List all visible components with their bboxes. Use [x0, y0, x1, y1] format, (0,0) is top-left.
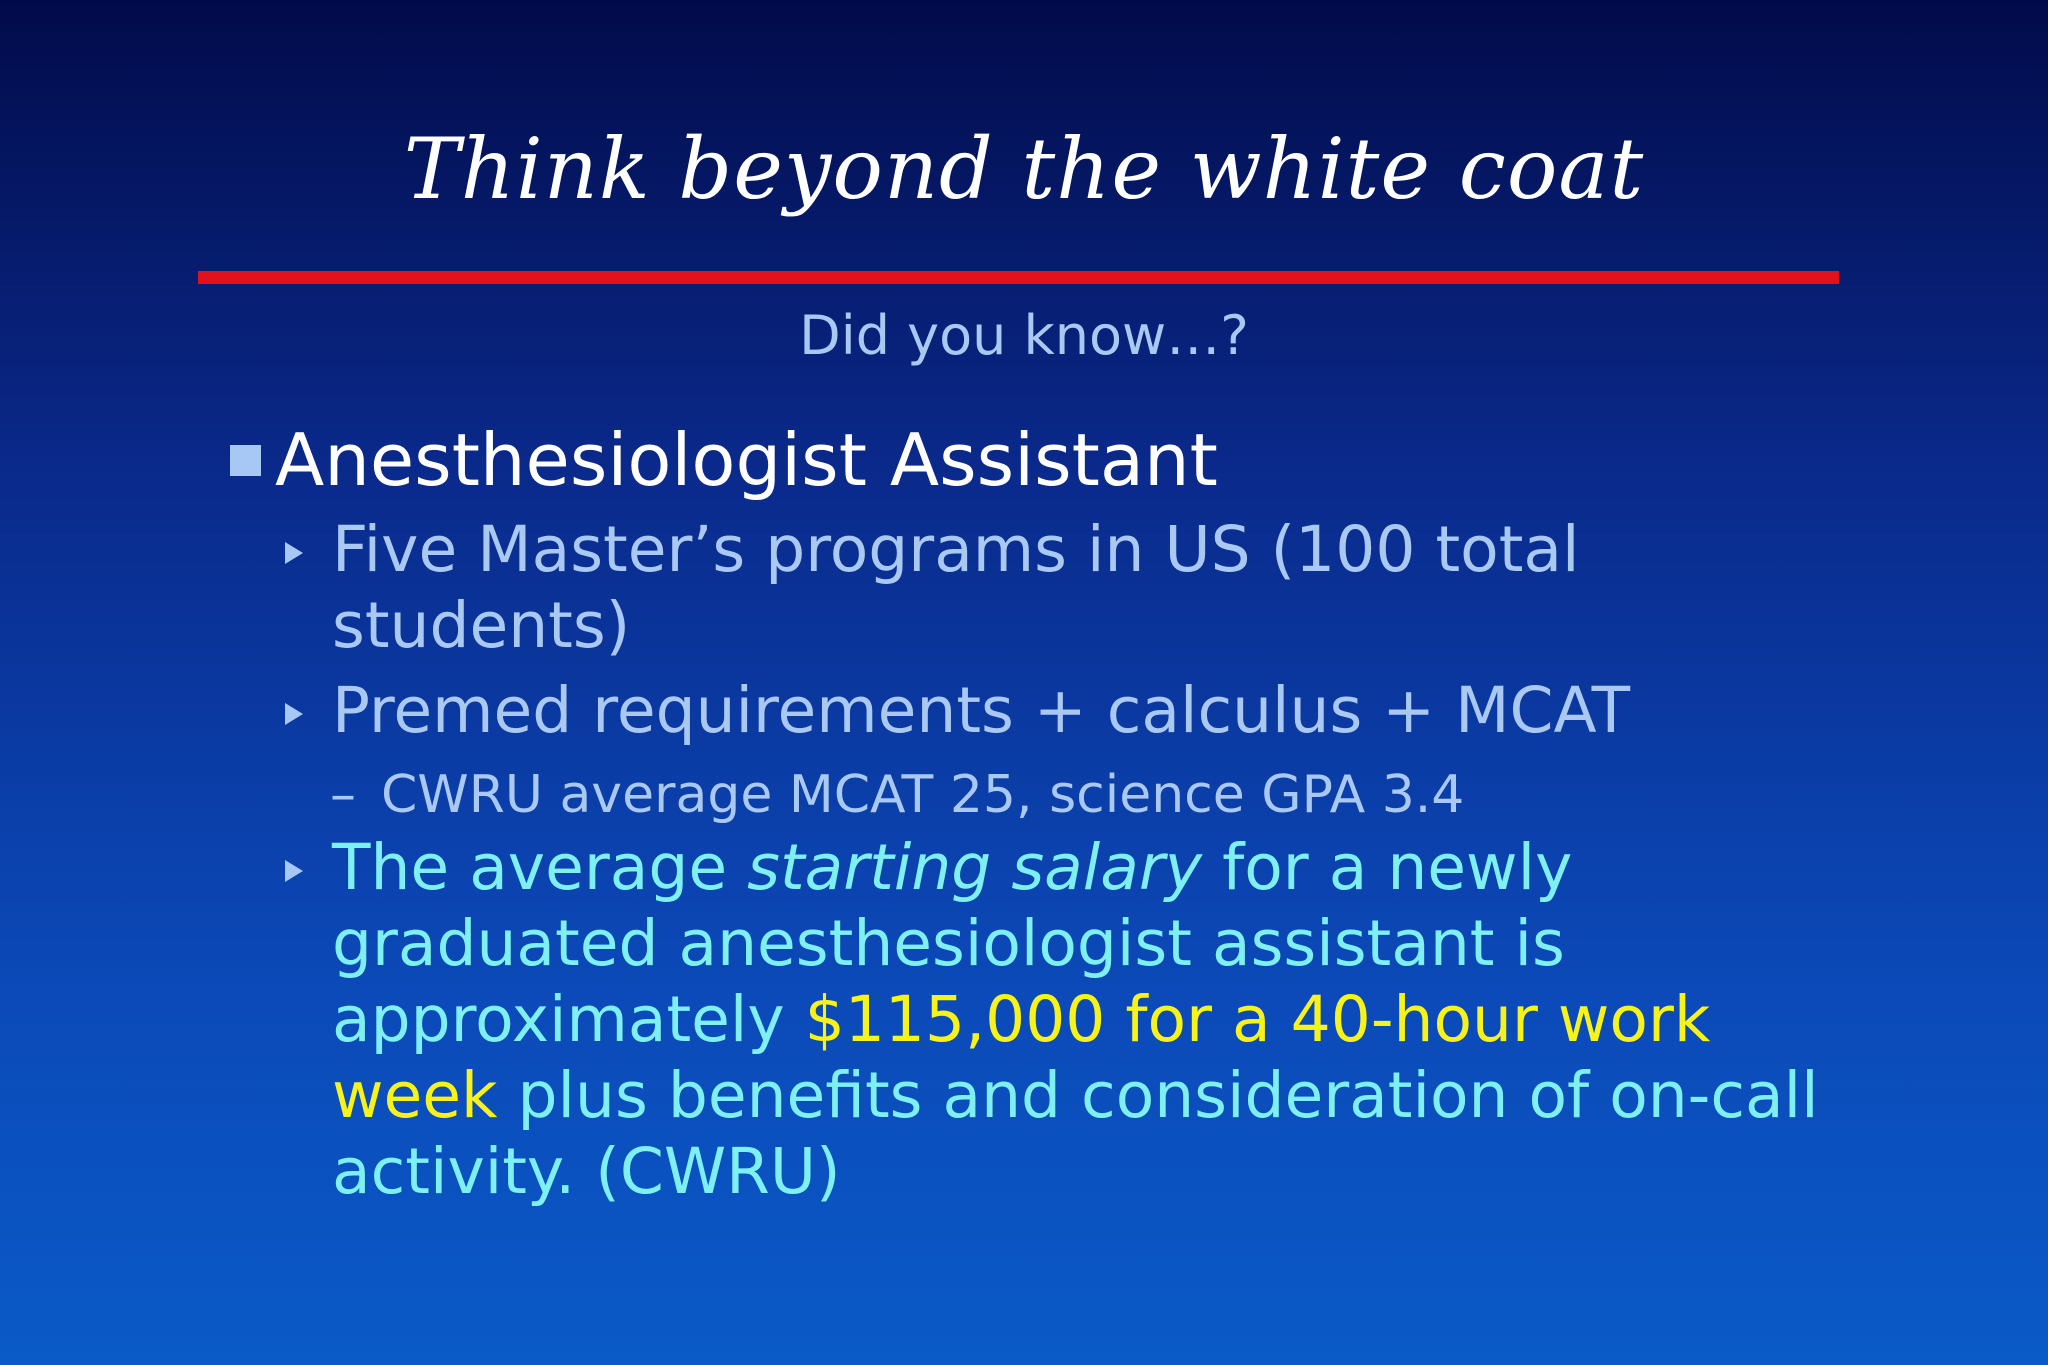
salary-line-4: [332, 1058, 1819, 1134]
sub-bullet-line: Five Master’s programs in US (100 total: [332, 513, 1580, 586]
dash-item-text: CWRU average MCAT 25, science GPA 3.4: [381, 765, 1465, 825]
square-bullet-icon: [230, 445, 261, 476]
salary-highlight: $115,000 for a 40-hour work: [804, 983, 1711, 1056]
salary-text: [332, 830, 1819, 1210]
salary-line-5: activity. (CWRU): [332, 1135, 841, 1208]
salary-text-part: The average: [332, 831, 748, 904]
sub-bullet-requirements: [285, 673, 1630, 749]
main-bullet-text: Anesthesiologist Assistant: [275, 418, 1218, 502]
sub-bullet-salary: [285, 830, 1819, 1210]
dash-item: [330, 763, 1464, 827]
salary-line-3: [332, 982, 1819, 1058]
main-bullet: [230, 415, 1218, 505]
title-divider: [198, 271, 1839, 284]
sub-bullet-text: Premed requirements + calculus + MCAT: [332, 674, 1631, 747]
slide-title: Think beyond the white coat: [403, 120, 1645, 218]
salary-highlight: week: [332, 1059, 498, 1132]
triangle-bullet-icon: [285, 703, 303, 725]
triangle-bullet-icon: [285, 542, 303, 564]
sub-bullet-line: students): [332, 589, 631, 662]
salary-italic-text: starting salary: [747, 831, 1203, 904]
salary-line-1: [332, 830, 1819, 906]
salary-text-part: plus benefits and consideration of on-call: [497, 1059, 1819, 1132]
salary-text-part: for a newly: [1202, 831, 1573, 904]
sub-bullet-programs: [285, 512, 1580, 664]
slide-subtitle: Did you know…?: [799, 304, 1249, 367]
triangle-bullet-icon: [285, 860, 303, 882]
salary-text-part: approximately: [332, 983, 805, 1056]
salary-line-2: graduated anesthesiologist assistant is: [332, 907, 1565, 980]
dash-bullet-icon: –: [330, 765, 356, 825]
sub-bullet-text: [332, 512, 1580, 664]
